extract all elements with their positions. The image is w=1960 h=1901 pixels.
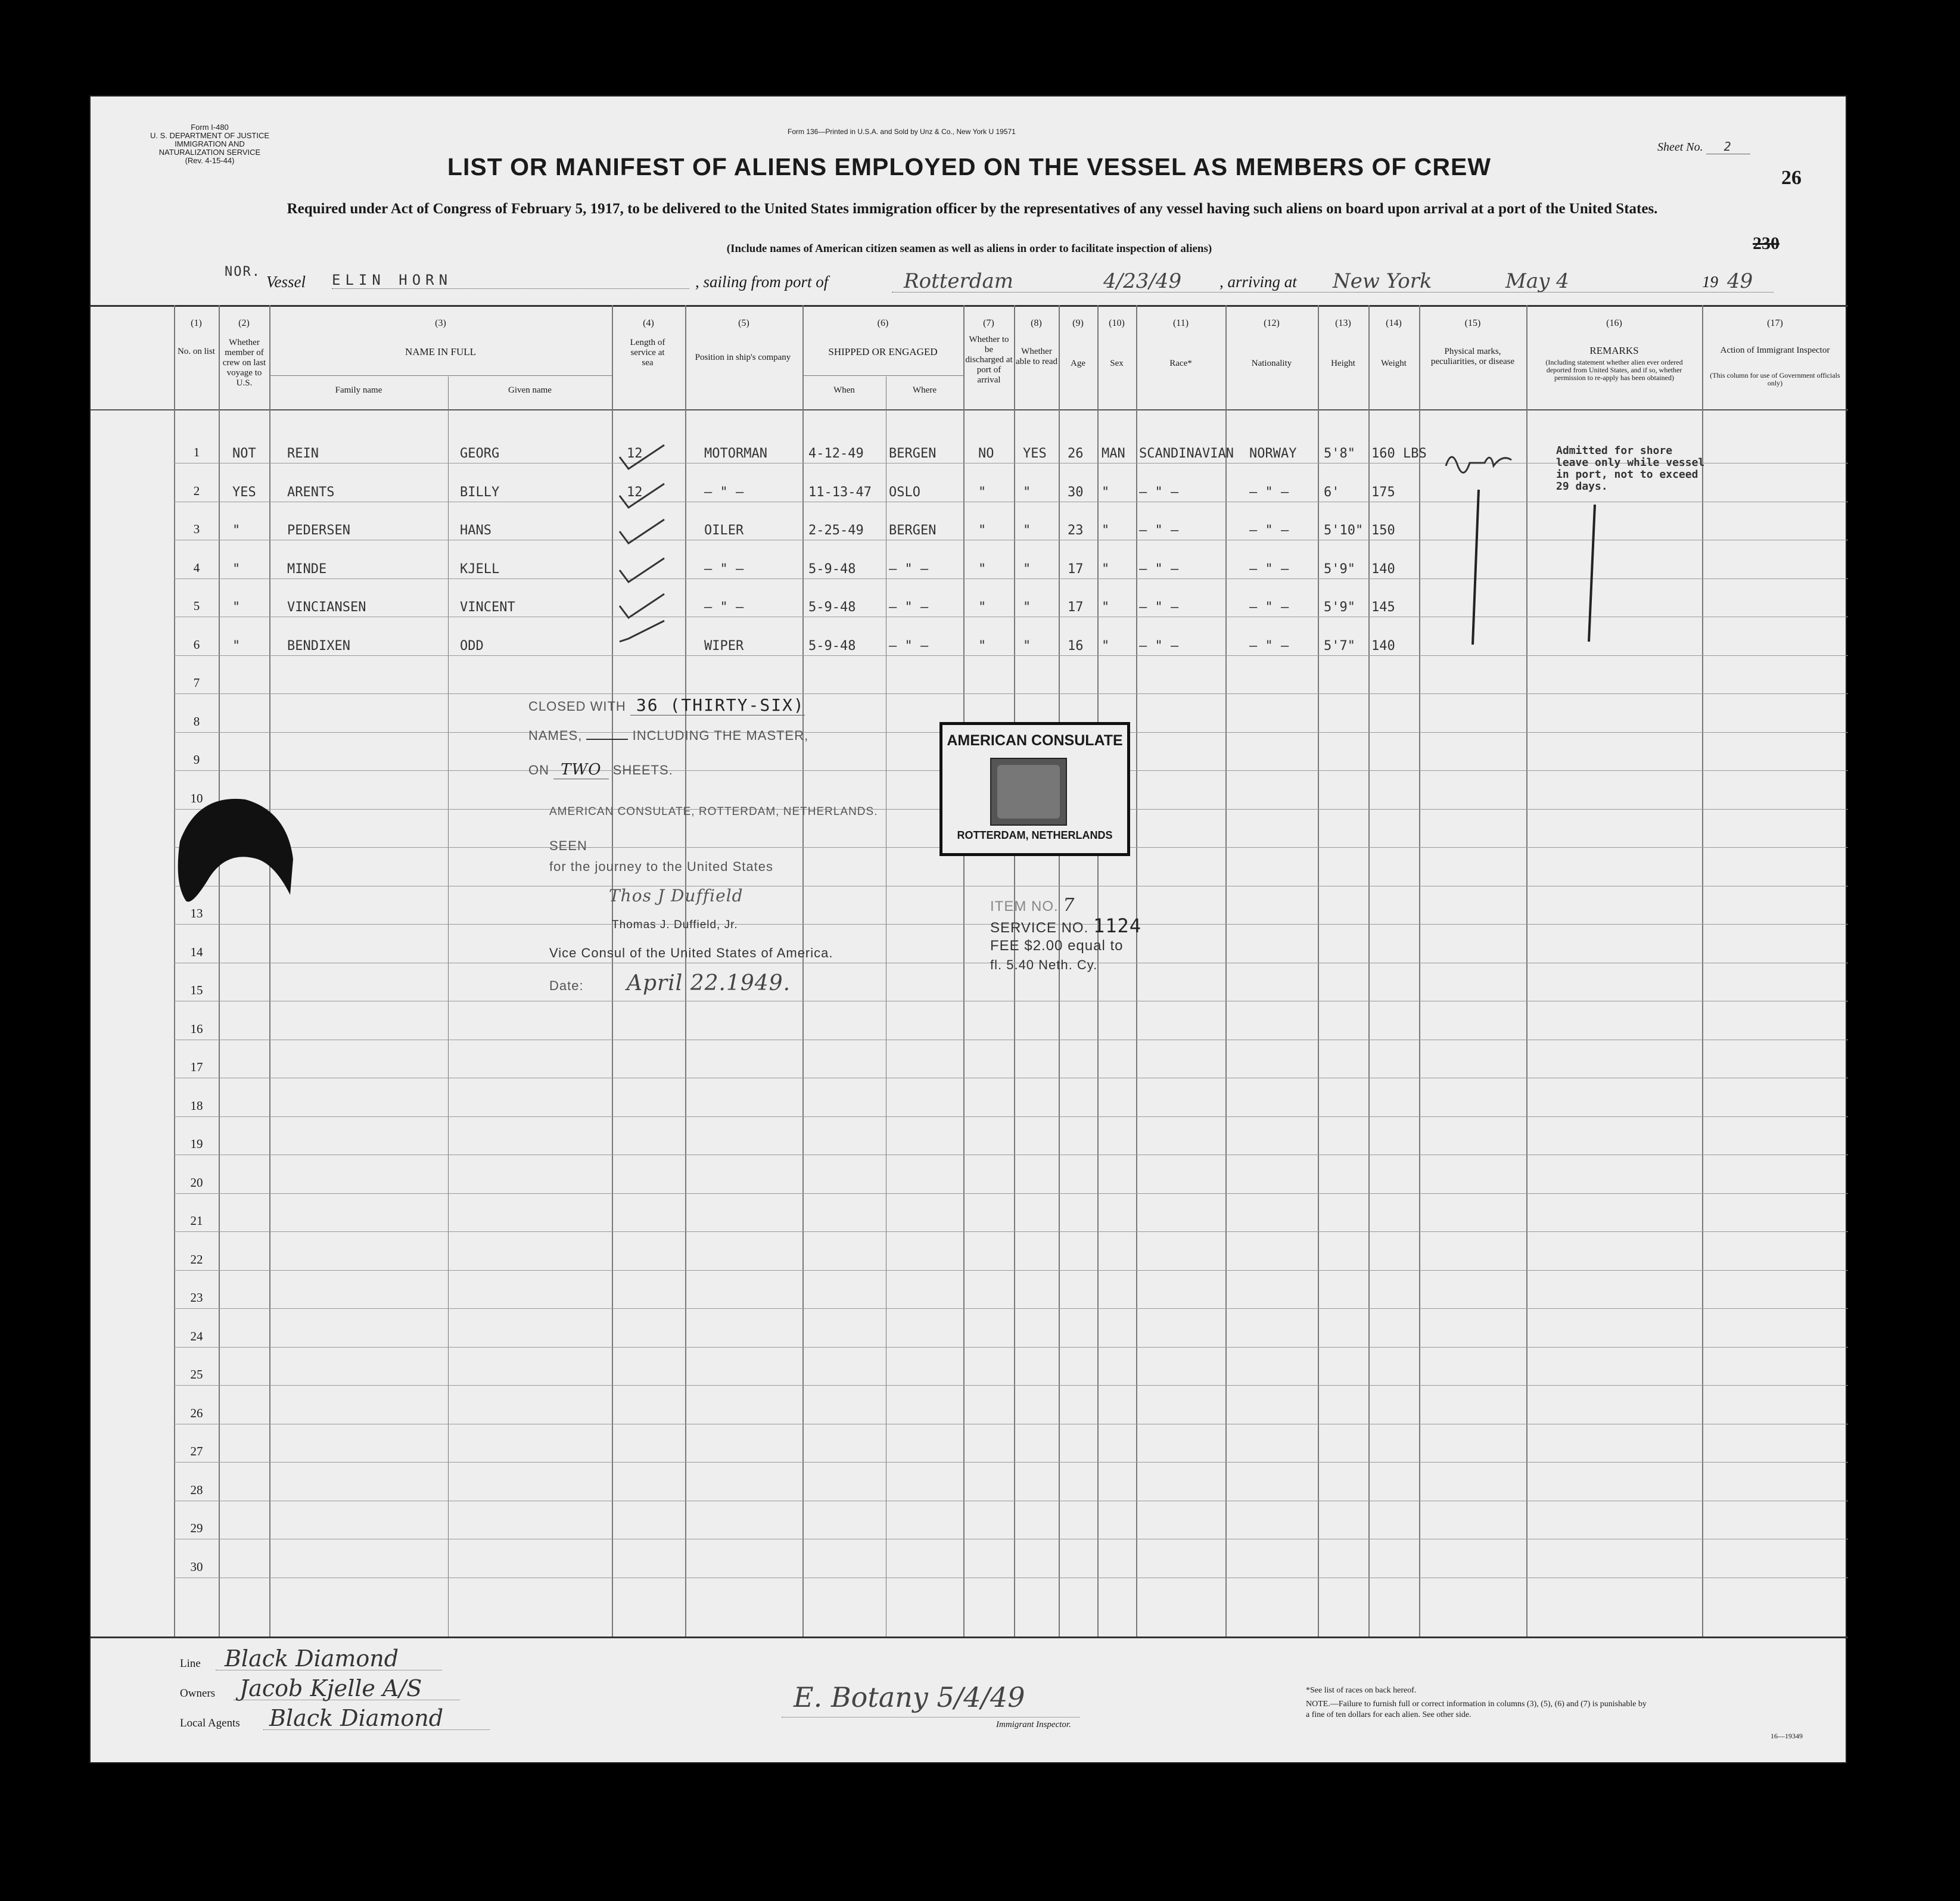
- consulate-stamp-bottom: ROTTERDAM, NETHERLANDS: [957, 829, 1113, 841]
- col-num-11: (11): [1172, 318, 1189, 328]
- col-rule: [1419, 305, 1420, 1636]
- service-label: SERVICE NO.: [990, 920, 1089, 936]
- col-head-7: Whether to be discharged at port of arrival: [965, 335, 1013, 385]
- row-number: 5: [193, 599, 200, 613]
- crew-cell-race: — " —: [1139, 600, 1179, 615]
- col-rule: [1526, 305, 1527, 1636]
- crew-cell-discharged: NO: [978, 446, 994, 461]
- ink-blot: [174, 794, 299, 913]
- crew-cell-height: 5'7": [1324, 638, 1355, 654]
- crew-cell-family: BENDIXEN: [287, 638, 350, 654]
- col-head-17-sub: (This column for use of Government officials only): [1710, 371, 1840, 387]
- consul-signature: Thos J Duffield: [609, 886, 743, 906]
- col-num-5: (5): [738, 318, 749, 328]
- crew-cell-when: 5-9-48: [808, 600, 856, 615]
- journey-label: for the journey to the United States: [549, 859, 773, 874]
- row-number: 16: [190, 1021, 203, 1036]
- sheets-line: [528, 761, 673, 779]
- crew-cell-weight: 145: [1371, 600, 1395, 615]
- col-num-16: (16): [1606, 318, 1622, 328]
- item-value: 7: [1063, 895, 1075, 916]
- crew-cell-given: KJELL: [460, 561, 500, 577]
- owners-value: Jacob Kjelle A/S: [239, 1675, 422, 1701]
- inspector-rule: [782, 1717, 1079, 1718]
- row-number: 17: [190, 1060, 203, 1074]
- inspector-signature: E. Botany 5/4/49: [794, 1681, 1025, 1713]
- crew-cell-service: 12: [627, 484, 643, 500]
- crew-cell-last_voyage: ": [232, 600, 241, 615]
- crew-cell-family: ARENTS: [287, 484, 335, 500]
- col-head-4: Length of service at sea: [630, 338, 665, 368]
- agency-line1: U. S. DEPARTMENT OF JUSTICE: [150, 131, 270, 140]
- row-number: 6: [193, 637, 200, 652]
- crew-cell-age: 30: [1068, 484, 1084, 500]
- col-head-6: SHIPPED OR ENGAGED: [828, 346, 938, 357]
- crew-cell-position: — " —: [704, 561, 744, 577]
- col-num-15: (15): [1464, 318, 1481, 328]
- crew-cell-given: VINCENT: [460, 600, 515, 615]
- sailing-label: , sailing from port of: [695, 273, 829, 291]
- crew-cell-age: 16: [1068, 638, 1084, 654]
- remarks-text: Admitted for shore leave only while vessel in port, not to exceed 29 days.: [1556, 444, 1705, 493]
- crew-cell-discharged: ": [978, 523, 987, 538]
- col-num-1: (1): [191, 318, 202, 328]
- crew-cell-read: YES: [1023, 446, 1047, 461]
- sheet-value: 2: [1706, 139, 1750, 154]
- arrival-year-prefix: 19: [1702, 273, 1718, 291]
- vessel-prefix: NOR.: [225, 265, 261, 279]
- sheet-label: Sheet No.: [1657, 141, 1703, 154]
- fee-stamp-icon: [990, 758, 1067, 826]
- page-title: LIST OR MANIFEST OF ALIENS EMPLOYED ON THE VESSEL AS MEMBERS OF CREW: [447, 153, 1492, 181]
- including-master: INCLUDING THE MASTER,: [632, 728, 809, 743]
- arriving-port: New York: [1333, 269, 1432, 293]
- crew-cell-discharged: ": [978, 638, 987, 654]
- consulate-stamp: [939, 722, 1130, 856]
- col-num-17: (17): [1767, 318, 1783, 328]
- col-num-7: (7): [983, 318, 994, 328]
- col-rule: [174, 305, 175, 1636]
- row-number: 13: [190, 906, 203, 920]
- sheets-label: SHEETS.: [612, 763, 673, 777]
- col-head-16: REMARKS: [1589, 345, 1639, 356]
- crew-cell-where: BERGEN: [889, 523, 937, 538]
- table-top-rule: [91, 305, 1848, 307]
- crew-cell-discharged: ": [978, 600, 987, 615]
- row-number: 3: [193, 522, 200, 536]
- crew-cell-where: BERGEN: [889, 446, 937, 461]
- row-rule: [174, 1462, 1848, 1463]
- sheet-number: [1657, 139, 1750, 154]
- names-line: [528, 728, 808, 743]
- row-number: 14: [190, 944, 203, 959]
- col-head-6-when: When: [833, 385, 855, 395]
- row-number: 25: [190, 1367, 203, 1382]
- owners-row: [180, 1675, 422, 1701]
- crew-cell-weight: 140: [1371, 561, 1395, 577]
- fee-line: FEE $2.00 equal to: [990, 938, 1124, 954]
- crew-cell-height: 5'9": [1324, 561, 1355, 577]
- page-subtitle: Required under Act of Congress of February 5, 1917, to be delivered to the United States immigration officer by the representatives of any vessel having such aliens on board upon arrival at a port of the United States.: [287, 201, 1658, 217]
- crew-cell-position: WIPER: [704, 638, 744, 654]
- col-num-12: (12): [1264, 318, 1280, 328]
- col-num-3: (3): [435, 318, 446, 328]
- crossed-number: 230: [1753, 234, 1779, 253]
- footer-labels: [180, 1645, 537, 1747]
- table-bottom-rule: [91, 1636, 1848, 1638]
- crew-cell-given: HANS: [460, 523, 491, 538]
- vessel-name: ELIN HORN: [332, 272, 689, 289]
- owners-label: Owners: [180, 1687, 216, 1700]
- crew-cell-nationality: — " —: [1249, 600, 1289, 615]
- crew-cell-given: BILLY: [460, 484, 500, 500]
- crew-cell-last_voyage: YES: [232, 484, 256, 500]
- crew-cell-age: 23: [1068, 523, 1084, 538]
- date-label: Date:: [549, 978, 584, 993]
- row-number: 22: [190, 1252, 203, 1267]
- crew-cell-sex: ": [1102, 561, 1110, 577]
- arrival-month-day: May 4: [1505, 269, 1569, 293]
- names-blank: [586, 739, 628, 740]
- agents-row: [180, 1705, 444, 1731]
- names-label: NAMES,: [528, 728, 583, 743]
- page-subnote: (Include names of American citizen seamen as well as aliens in order to facilitate inspection of aliens): [726, 242, 1212, 255]
- signer-name: Thomas J. Duffield, Jr.: [612, 919, 738, 931]
- col-num-2: (2): [238, 318, 250, 328]
- col-num-4: (4): [643, 318, 654, 328]
- crew-cell-nationality: NORWAY: [1249, 446, 1297, 461]
- penalty-note: NOTE.—Failure to furnish full or correct information in columns (3), (5), (6) and (7) is punishable by a fine of ten dollars for each alien. See other side.: [1306, 1700, 1647, 1719]
- service-line: [990, 914, 1141, 937]
- col-rule: [1368, 305, 1370, 1636]
- on-value: TWO: [553, 761, 608, 779]
- subhead-rule: [269, 375, 612, 376]
- col-head-13: Height: [1331, 359, 1355, 368]
- agents-value: Black Diamond: [269, 1705, 444, 1731]
- crew-cell-given: GEORG: [460, 446, 500, 461]
- col-head-9: Age: [1071, 359, 1085, 368]
- crew-cell-service: 12: [627, 446, 643, 461]
- row-number: 19: [190, 1137, 203, 1151]
- crew-cell-where: — " —: [889, 561, 929, 577]
- crew-cell-height: 5'9": [1324, 600, 1355, 615]
- row-number: 27: [190, 1444, 203, 1458]
- sailing-port: Rotterdam: [904, 269, 1014, 293]
- col-num-10: (10): [1109, 318, 1125, 328]
- crew-cell-discharged: ": [978, 561, 987, 577]
- col-head-15: Physical marks, peculiarities, or disease: [1430, 347, 1515, 366]
- row-rule: [174, 1308, 1848, 1309]
- crew-cell-height: 5'10": [1324, 523, 1364, 538]
- crew-cell-read: ": [1023, 638, 1031, 654]
- crew-cell-age: 17: [1068, 600, 1084, 615]
- row-rule: [174, 1270, 1848, 1271]
- col-rule: [1702, 305, 1703, 1636]
- crew-cell-when: 2-25-49: [808, 523, 864, 538]
- sailing-date: 4/23/49: [1103, 269, 1182, 293]
- crew-cell-height: 5'8": [1324, 446, 1355, 461]
- races-note: *See list of races on back hereof.: [1306, 1686, 1417, 1695]
- crew-cell-race: — " —: [1139, 523, 1179, 538]
- row-rule: [174, 1347, 1848, 1348]
- col-head-3: NAME IN FULL: [405, 346, 476, 357]
- col-head-14: Weight: [1381, 359, 1407, 368]
- crew-cell-weight: 140: [1371, 638, 1395, 654]
- fee-equiv-line: fl. 5.40 Neth. Cy.: [990, 957, 1098, 972]
- row-number: 29: [190, 1521, 203, 1535]
- row-number: 26: [190, 1405, 203, 1420]
- crew-cell-when: 5-9-48: [808, 561, 856, 577]
- physical-marks-signature: [1443, 448, 1514, 651]
- vessel-label: Vessel: [266, 273, 306, 291]
- col-head-1: No. on list: [178, 347, 215, 356]
- row-number: 9: [193, 752, 200, 767]
- service-checkmarks: [614, 442, 685, 645]
- consulate-line: AMERICAN CONSULATE, ROTTERDAM, NETHERLANDS.: [549, 805, 878, 818]
- crew-cell-read: ": [1023, 561, 1031, 577]
- crew-cell-weight: 150: [1371, 523, 1395, 538]
- crew-cell-when: 4-12-49: [808, 446, 864, 461]
- row-number: 8: [193, 714, 200, 729]
- closed-with-value: 36 (THIRTY-SIX): [630, 695, 805, 715]
- form-revision: (Rev. 4-15-44): [185, 156, 235, 165]
- row-rule: [174, 1231, 1848, 1232]
- service-stamp: [990, 895, 1240, 1002]
- item-line: [990, 895, 1075, 916]
- crew-cell-weight: 175: [1371, 484, 1395, 500]
- col-rule: [219, 305, 220, 1636]
- crew-cell-nationality: — " —: [1249, 484, 1289, 500]
- crew-cell-family: VINCIANSEN: [287, 600, 366, 615]
- row-rule: [174, 1385, 1848, 1386]
- crew-cell-position: MOTORMAN: [704, 446, 767, 461]
- crew-cell-sex: MAN: [1102, 446, 1125, 461]
- crew-cell-weight: 160 LBS: [1371, 446, 1427, 461]
- crew-cell-nationality: — " —: [1249, 638, 1289, 654]
- col-head-3-given: Given name: [508, 385, 552, 395]
- remarks-ditto-line: [1580, 502, 1604, 645]
- arrival-year-suffix: 49: [1727, 269, 1753, 293]
- printer-note: Form 136—Printed in U.S.A. and Sold by Unz & Co., New York U 19571: [788, 127, 1016, 136]
- col-num-14: (14): [1386, 318, 1402, 328]
- row-rule: [174, 1193, 1848, 1194]
- crew-cell-family: PEDERSEN: [287, 523, 350, 538]
- crew-cell-age: 17: [1068, 561, 1084, 577]
- col-rule: [269, 305, 270, 1636]
- line-label: Line: [180, 1657, 201, 1670]
- crew-cell-race: — " —: [1139, 638, 1179, 654]
- row-number: 7: [193, 676, 200, 690]
- agents-label: Local Agents: [180, 1717, 240, 1729]
- col-head-6-where: Where: [913, 385, 937, 395]
- seen-label: SEEN: [549, 838, 587, 853]
- crew-cell-position: — " —: [704, 484, 744, 500]
- row-number: 30: [190, 1559, 203, 1574]
- col-num-8: (8): [1031, 318, 1042, 328]
- manifest-page: [89, 95, 1847, 1763]
- subhead-rule: [802, 375, 963, 376]
- crew-cell-height: 6': [1324, 484, 1340, 500]
- col-head-3-family: Family name: [335, 385, 382, 395]
- row-rule: [174, 655, 1848, 656]
- col-head-16-sub: (Including statement whether alien ever ordered deported from United States, and if so, whether permission to re-apply has been obtained): [1545, 358, 1683, 382]
- consulate-stamp-top: AMERICAN CONSULATE: [947, 732, 1123, 749]
- row-number: 20: [190, 1175, 203, 1190]
- col-num-9: (9): [1072, 318, 1084, 328]
- crew-cell-last_voyage: NOT: [232, 446, 256, 461]
- crew-cell-sex: ": [1102, 523, 1110, 538]
- crew-cell-position: OILER: [704, 523, 744, 538]
- row-number: 4: [193, 560, 200, 575]
- line-row: [180, 1645, 399, 1672]
- col-rule: [448, 377, 449, 1636]
- line-value: Black Diamond: [225, 1645, 399, 1672]
- row-number: 10: [190, 791, 203, 805]
- crew-cell-family: MINDE: [287, 561, 327, 577]
- crew-cell-sex: ": [1102, 600, 1110, 615]
- crew-cell-discharged: ": [978, 484, 987, 500]
- crew-cell-last_voyage: ": [232, 638, 241, 654]
- row-number: 18: [190, 1098, 203, 1113]
- on-label: ON: [528, 763, 549, 777]
- header-bottom-rule: [91, 409, 1848, 410]
- col-num-13: (13): [1335, 318, 1351, 328]
- arriving-label: , arriving at: [1219, 273, 1297, 291]
- col-head-5: Position in ship's company: [695, 353, 791, 362]
- vice-consul-label: Vice Consul of the United States of America.: [549, 945, 833, 960]
- date-value: April 22.1949.: [627, 971, 791, 995]
- col-head-12: Nationality: [1251, 359, 1292, 368]
- row-number: 23: [190, 1290, 203, 1305]
- crew-cell-where: OSLO: [889, 484, 920, 500]
- crew-cell-family: REIN: [287, 446, 319, 461]
- crew-cell-read: ": [1023, 600, 1031, 615]
- crew-cell-read: ": [1023, 484, 1031, 500]
- crew-cell-sex: ": [1102, 484, 1110, 500]
- closing-statement: [528, 695, 993, 1053]
- crew-cell-race: — " —: [1139, 561, 1179, 577]
- col-head-17: Action of Immigrant Inspector: [1720, 346, 1830, 355]
- crew-cell-when: 5-9-48: [808, 638, 856, 654]
- col-head-10: Sex: [1110, 359, 1124, 368]
- crew-cell-sex: ": [1102, 638, 1110, 654]
- row-number: 15: [190, 983, 203, 997]
- crew-cell-where: — " —: [889, 638, 929, 654]
- agency-line2: IMMIGRATION AND NATURALIZATION SERVICE: [158, 139, 261, 157]
- col-num-6: (6): [877, 318, 889, 328]
- row-number: 21: [190, 1214, 203, 1228]
- crew-cell-where: — " —: [889, 600, 929, 615]
- closed-with-label: CLOSED WITH: [528, 699, 626, 714]
- crew-cell-race: — " —: [1139, 484, 1179, 500]
- col-rule: [1318, 305, 1319, 1636]
- item-label: ITEM NO.: [990, 898, 1059, 914]
- crew-cell-when: 11-13-47: [808, 484, 872, 500]
- inspector-label: Immigrant Inspector.: [996, 1720, 1071, 1729]
- crew-cell-given: ODD: [460, 638, 484, 654]
- page-number: 26: [1781, 167, 1802, 189]
- row-number: 24: [190, 1328, 203, 1343]
- form-number: Form I-480: [191, 123, 229, 132]
- closed-with-line: [528, 695, 805, 715]
- form-code: 16—19349: [1771, 1732, 1803, 1740]
- crew-cell-position: — " —: [704, 600, 744, 615]
- crew-cell-nationality: — " —: [1249, 523, 1289, 538]
- row-rule: [174, 1116, 1848, 1117]
- crew-cell-nationality: — " —: [1249, 561, 1289, 577]
- crew-cell-race: SCANDINAVIAN: [1139, 446, 1234, 461]
- vessel-line: [225, 265, 1803, 293]
- crew-cell-read: ": [1023, 523, 1031, 538]
- row-number: 2: [193, 483, 200, 498]
- col-head-8: Whether able to read: [1016, 347, 1057, 366]
- row-number: 28: [190, 1482, 203, 1497]
- service-value: 1124: [1093, 914, 1141, 937]
- row-rule: [174, 693, 1848, 694]
- row-number: 1: [193, 445, 200, 459]
- vessel-underline: [892, 292, 1774, 293]
- crew-cell-last_voyage: ": [232, 523, 241, 538]
- crew-cell-last_voyage: ": [232, 561, 241, 577]
- footer-rule-agents: [263, 1729, 490, 1730]
- crew-cell-age: 26: [1068, 446, 1084, 461]
- col-head-2: Whether member of crew on last voyage to U.S.: [222, 338, 266, 388]
- col-head-11: Race*: [1169, 359, 1192, 368]
